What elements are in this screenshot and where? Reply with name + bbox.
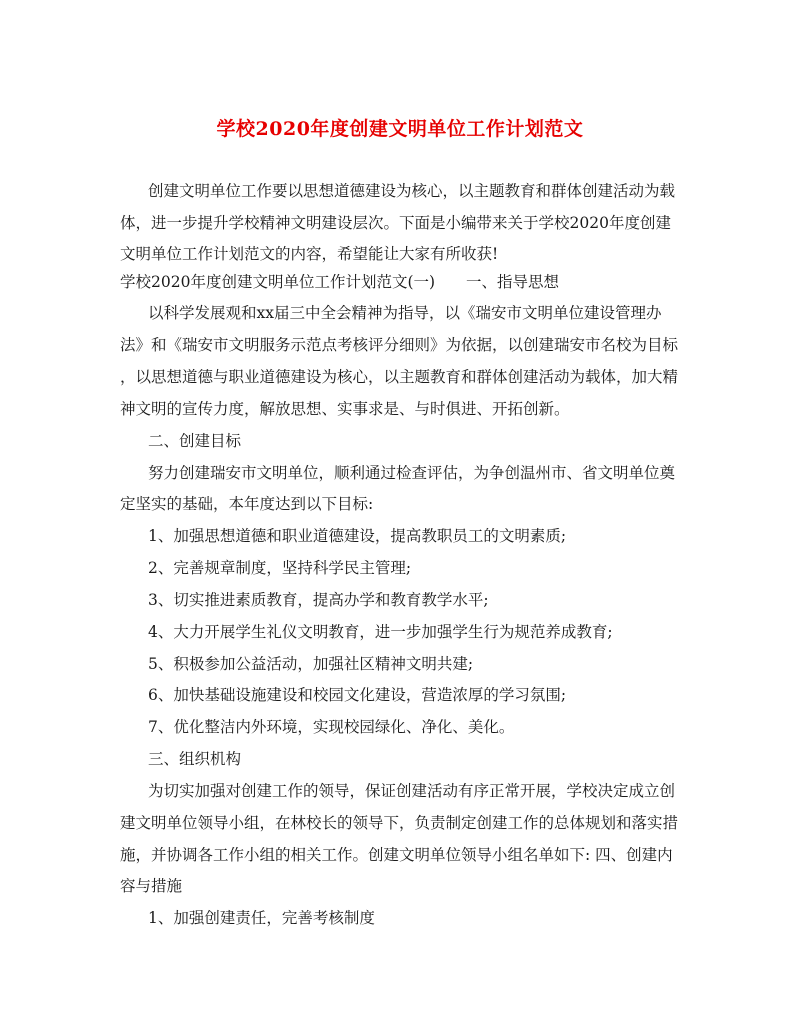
list-item: 3、切实推进素质教育，提高办学和教育教学水平; bbox=[148, 591, 489, 609]
body-line: 努力创建瑞安市文明单位，顺利通过检查评估，为争创温州市、省文明单位奠 bbox=[148, 464, 676, 482]
body-line: 定坚实的基础，本年度达到以下目标: bbox=[120, 495, 374, 513]
body-line: 神文明的宣传力度，解放思想、实事求是、与时俱进、开拓创新。 bbox=[120, 400, 570, 418]
list-item: 4、大力开展学生礼仪文明教育，进一步加强学生行为规范养成教育; bbox=[148, 623, 613, 641]
list-item: 1、加强思想道德和职业道德建设，提高教职员工的文明素质; bbox=[148, 527, 567, 545]
section-heading: 二、创建目标 bbox=[148, 432, 242, 450]
list-item: 5、积极参加公益活动，加强社区精神文明共建; bbox=[148, 655, 474, 673]
document-title: 学校2020年度创建文明单位工作计划范文 bbox=[216, 118, 584, 140]
body-line: 施，并协调各工作小组的相关工作。创建文明单位领导小组名单如下: 四、创建内 bbox=[120, 846, 673, 864]
body-line: 法》和《瑞安市文明服务示范点考核评分细则》为依据，以创建瑞安市名校为目标 bbox=[120, 336, 679, 354]
list-item: 2、完善规章制度，坚持科学民主管理; bbox=[148, 559, 412, 577]
body-line: 为切实加强对创建工作的领导，保证创建活动有序正常开展，学校决定成立创 bbox=[148, 782, 676, 800]
body-line: 文明单位工作计划范文的内容，希望能让大家有所收获! bbox=[120, 245, 499, 263]
list-item: 6、加快基础设施建设和校园文化建设，营造浓厚的学习氛围; bbox=[148, 686, 567, 704]
body-line: 建文明单位领导小组，在林校长的领导下，负责制定创建工作的总体规划和落实措 bbox=[120, 814, 679, 832]
list-item: 1、加强创建责任，完善考核制度 bbox=[148, 909, 375, 927]
list-item: 7、优化整洁内外环境，实现校园绿化、净化、美化。 bbox=[148, 718, 515, 736]
body-line: 体，进一步提升学校精神文明建设层次。下面是小编带来关于学校2020年度创建 bbox=[120, 214, 671, 232]
body-line: 容与措施 bbox=[120, 877, 183, 895]
section-heading-line: 学校2020年度创建文明单位工作计划范文(一) 一、指导思想 bbox=[120, 273, 560, 291]
body-line: 以科学发展观和xx届三中全会精神为指导，以《瑞安市文明单位建设管理办 bbox=[148, 304, 662, 322]
section-heading: 三、组织机构 bbox=[148, 750, 242, 768]
body-line: ，以思想道德与职业道德建设为核心，以主题教育和群体创建活动为载体，加大精 bbox=[120, 368, 679, 386]
body-line: 创建文明单位工作要以思想道德建设为核心，以主题教育和群体创建活动为载 bbox=[148, 182, 676, 200]
